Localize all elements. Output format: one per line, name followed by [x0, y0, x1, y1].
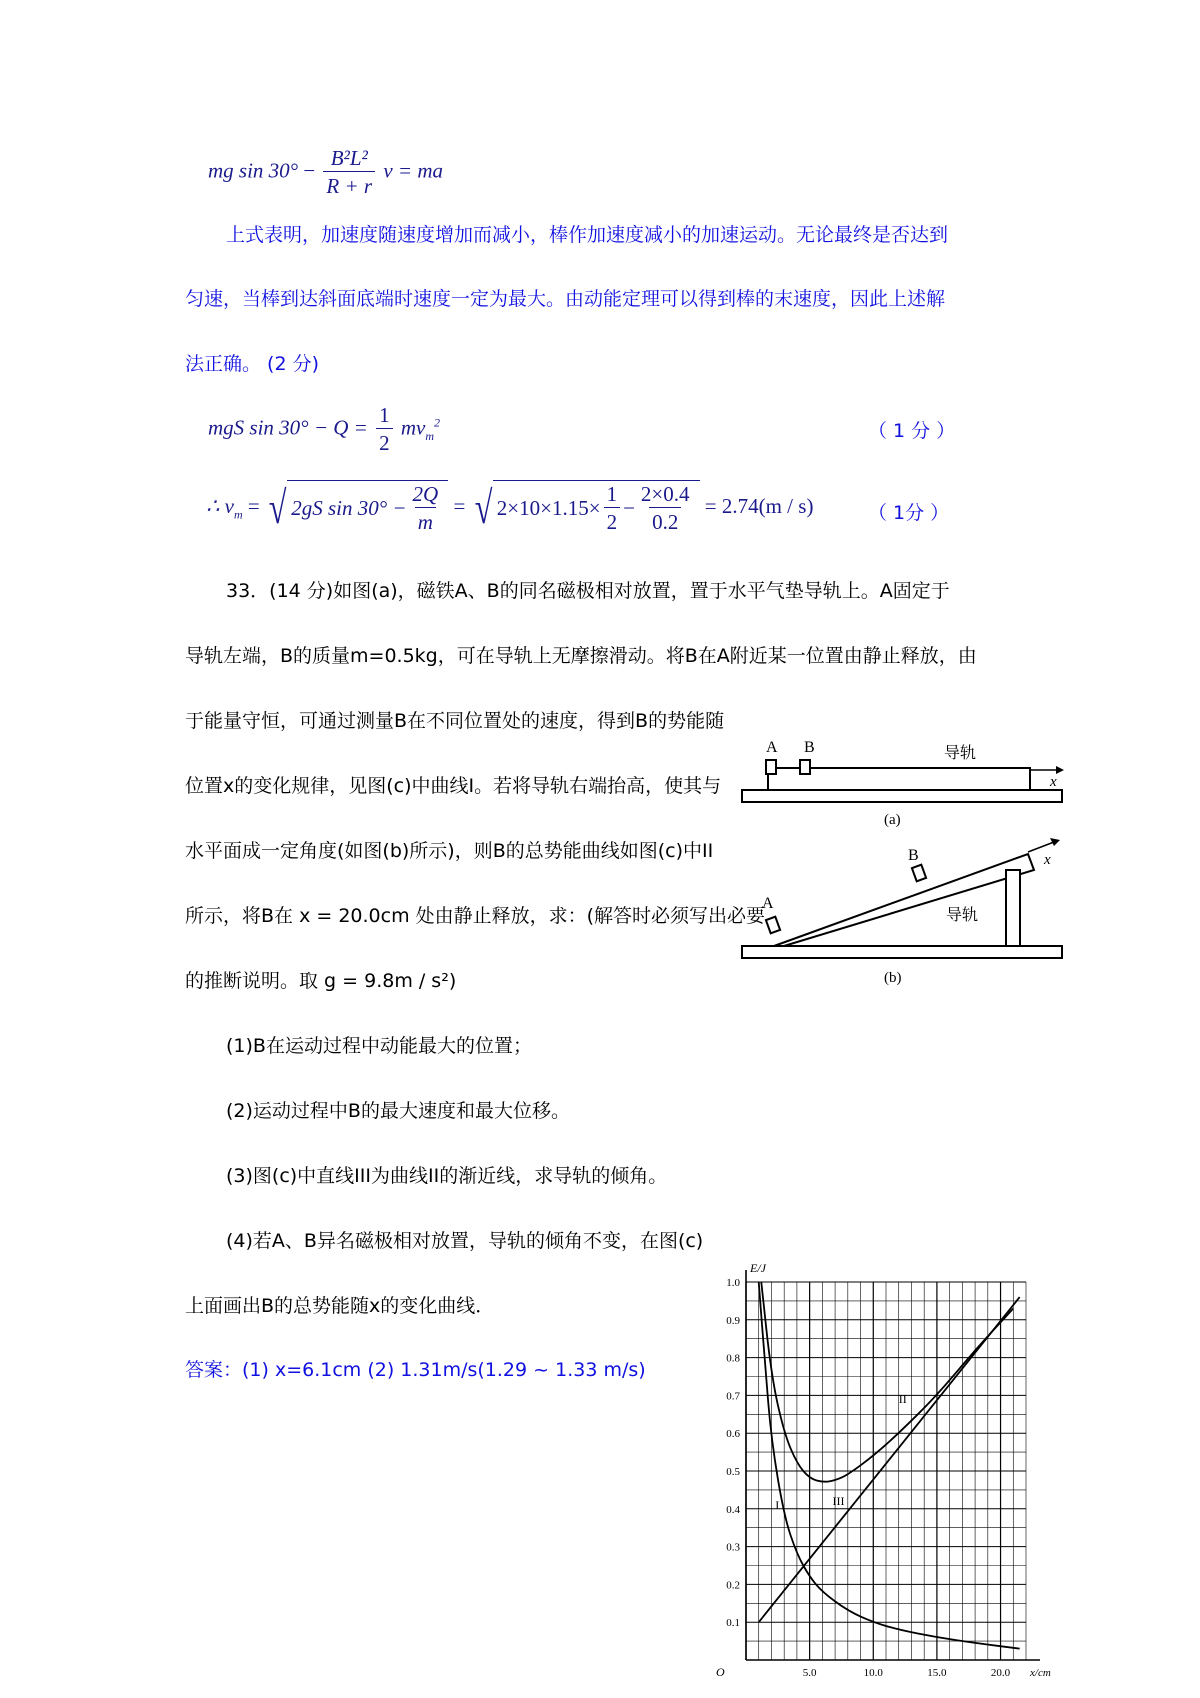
eq-vmax-root2-den1: 2 [604, 507, 621, 536]
question-4: (4)若A、B异名磁极相对放置，导轨的倾角不变，在图(c) [226, 1230, 704, 1252]
eq-energy-right: mv [400, 415, 426, 440]
x-tick-label: 10.0 [863, 1667, 883, 1679]
fig-a-label-x: x [1050, 774, 1057, 790]
eq-energy-num: 1 [379, 403, 390, 427]
problem-line-5: 水平面成一定角度(如图(b)所示)，则B的总势能曲线如图(c)中II [185, 840, 714, 862]
series-label-ii: II [898, 1391, 907, 1406]
eq-energy-sub: m [425, 428, 434, 443]
problem-line-1: 33．(14 分)如图(a)，磁铁A、B的同名磁极相对放置，置于水平气垫导轨上。A固定于 [226, 580, 950, 602]
eq-vmax-root1-frac [410, 481, 442, 537]
eq-energy-sup: 2 [434, 415, 440, 430]
y-tick-label: 0.2 [726, 1579, 740, 1592]
eq-force-den: R + r [323, 171, 375, 200]
question-2: (2)运动过程中B的最大速度和最大位移。 [226, 1100, 570, 1122]
eq-energy-den: 2 [376, 428, 393, 457]
fig-a-label-rail: 导轨 [944, 743, 977, 762]
fig-a-base [742, 790, 1062, 802]
y-axis-label: E/J [750, 1261, 766, 1275]
x-tick-label: 5.0 [802, 1667, 817, 1679]
question-3: (3)图(c)中直线III为曲线II的渐近线，求导轨的倾角。 [226, 1165, 668, 1187]
eq-vmax-root2-minus: − [623, 496, 635, 521]
series-label-i: I [775, 1497, 780, 1512]
score-eq3: （ 1分 ） [868, 502, 950, 524]
figure-a [738, 730, 1068, 830]
y-tick-label: 0.7 [726, 1390, 740, 1403]
x-tick-label: 15.0 [927, 1667, 947, 1679]
fig-b-magnet-a [766, 917, 780, 934]
eq-vmax-equals-2: = [453, 494, 466, 519]
series-label-iii: III [832, 1494, 845, 1509]
fig-b-caption: (b) [884, 970, 902, 986]
problem-line-2: 导轨左端，B的质量m=0.5kg，可在导轨上无摩擦滑动。将B在A附近某一位置由静止释放，由 [185, 645, 977, 667]
eq-force-minus: − [303, 158, 316, 183]
problem-line-4: 位置x的变化规律，见图(c)中曲线I。若将导轨右端抬高，使其与 [185, 775, 722, 797]
eq-vmax-root1-text: 2gS sin 30° − [291, 496, 407, 521]
explain-line-3: 法正确。 (2 分) [185, 353, 319, 375]
origin-label: O [716, 1665, 725, 1679]
fig-b-label-rail: 导轨 [946, 905, 979, 924]
series-line-i [759, 1282, 1020, 1649]
x-axis-label: x/cm [1030, 1667, 1051, 1679]
eq-vmax-equals: = [247, 494, 260, 519]
explain-line-2: 匀速，当棒到达斜面底端时速度一定为最大。由动能定理可以得到棒的末速度，因此上述解 [185, 288, 946, 310]
eq-vmax-root2: √ 2×10×1.15× $\frac{1}{2}$ − $\frac{2\times 0.4}{0.2}$ [471, 480, 700, 537]
fig-a-x-arrow [1056, 766, 1064, 774]
eq-force-right: v = ma [383, 158, 444, 183]
fig-b-x-arrow [1050, 838, 1060, 846]
eq-vmax-root1-den: m [415, 507, 436, 536]
eq-vmax-result: = 2.74(m / s) [704, 494, 814, 519]
fig-a-caption: (a) [884, 812, 901, 828]
y-tick-label: 0.4 [726, 1503, 740, 1516]
eq-energy-fraction [376, 402, 393, 458]
eq-vmax-root2-num1: 1 [606, 482, 618, 506]
eq-vmax-root2-frac2 [638, 481, 693, 537]
y-tick-label: 0.8 [726, 1352, 740, 1365]
y-tick-label: 0.6 [726, 1428, 740, 1441]
chart-series [759, 1282, 1020, 1649]
fig-b-label-x: x [1044, 852, 1051, 868]
problem-line-7: 的推断说明。取 g = 9.8m / s²) [185, 970, 457, 992]
explain-line-1: 上式表明，加速度随速度增加而减小，棒作加速度减小的加速运动。无论最终是否达到 [226, 224, 949, 246]
equation-energy [208, 402, 440, 458]
eq-vmax-lhs: ∴ v [206, 494, 234, 519]
eq-vmax-root2-den2: 0.2 [649, 507, 681, 536]
x-tick-label: 20.0 [990, 1667, 1011, 1679]
eq-vmax-root2-num2: 2×0.4 [640, 482, 690, 506]
answer-line: 答案：(1) x=6.1cm (2) 1.31m/s(1.29 ~ 1.33 m/s) [185, 1359, 646, 1381]
eq-vmax-root1: √ 2gS sin 30° − $\frac{2Q}{m}$ [265, 480, 448, 537]
fig-a-magnet-b [800, 760, 810, 774]
y-tick-label: 0.9 [726, 1314, 740, 1327]
eq-vmax-root2-text: 2×10×1.15× [496, 496, 601, 521]
y-tick-label: 0.1 [726, 1617, 740, 1630]
figure-b [738, 834, 1068, 994]
eq-vmax-root2-frac1 [604, 481, 621, 537]
fig-b-label-b: B [908, 847, 919, 864]
figure-c-chart [690, 1258, 1070, 1698]
problem-line-3: 于能量守恒，可通过测量B在不同位置处的速度，得到B的势能随 [185, 710, 725, 732]
score-eq2: （ 1 分 ） [868, 420, 956, 442]
series-line-ii [761, 1282, 1013, 1482]
eq-force-left: mg sin 30° [208, 158, 299, 183]
fig-b-label-a: A [762, 895, 774, 912]
fig-b-rail [774, 854, 1034, 946]
equation-vmax [206, 480, 813, 537]
fig-b-x-axis [1028, 842, 1054, 852]
fig-a-magnet-a [766, 760, 776, 774]
eq-vmax-root1-num: 2Q [412, 482, 439, 506]
problem-line-6: 所示，将B在 x = 20.0cm 处由静止释放，求：(解答时必须写出必要 [185, 905, 766, 927]
fig-b-magnet-b [912, 865, 926, 882]
y-tick-label: 0.5 [726, 1466, 740, 1478]
equation-force [208, 145, 443, 201]
eq-energy-left: mgS sin 30° − Q = [208, 415, 368, 440]
fig-a-label-b: B [804, 739, 815, 756]
question-4-continued: 上面画出B的总势能随x的变化曲线． [185, 1295, 495, 1317]
series-line-iii [759, 1297, 1020, 1622]
question-1: (1)B在运动过程中动能最大的位置； [226, 1035, 532, 1057]
eq-force-num: B²L² [330, 146, 368, 170]
fig-b-base [742, 946, 1062, 958]
y-tick-label: 1.0 [726, 1277, 740, 1289]
fig-a-label-a: A [766, 739, 778, 756]
y-tick-label: 0.3 [726, 1541, 740, 1554]
eq-force-fraction [323, 145, 375, 201]
fig-b-support [1006, 870, 1020, 946]
eq-vmax-lhs-sub: m [233, 507, 243, 522]
